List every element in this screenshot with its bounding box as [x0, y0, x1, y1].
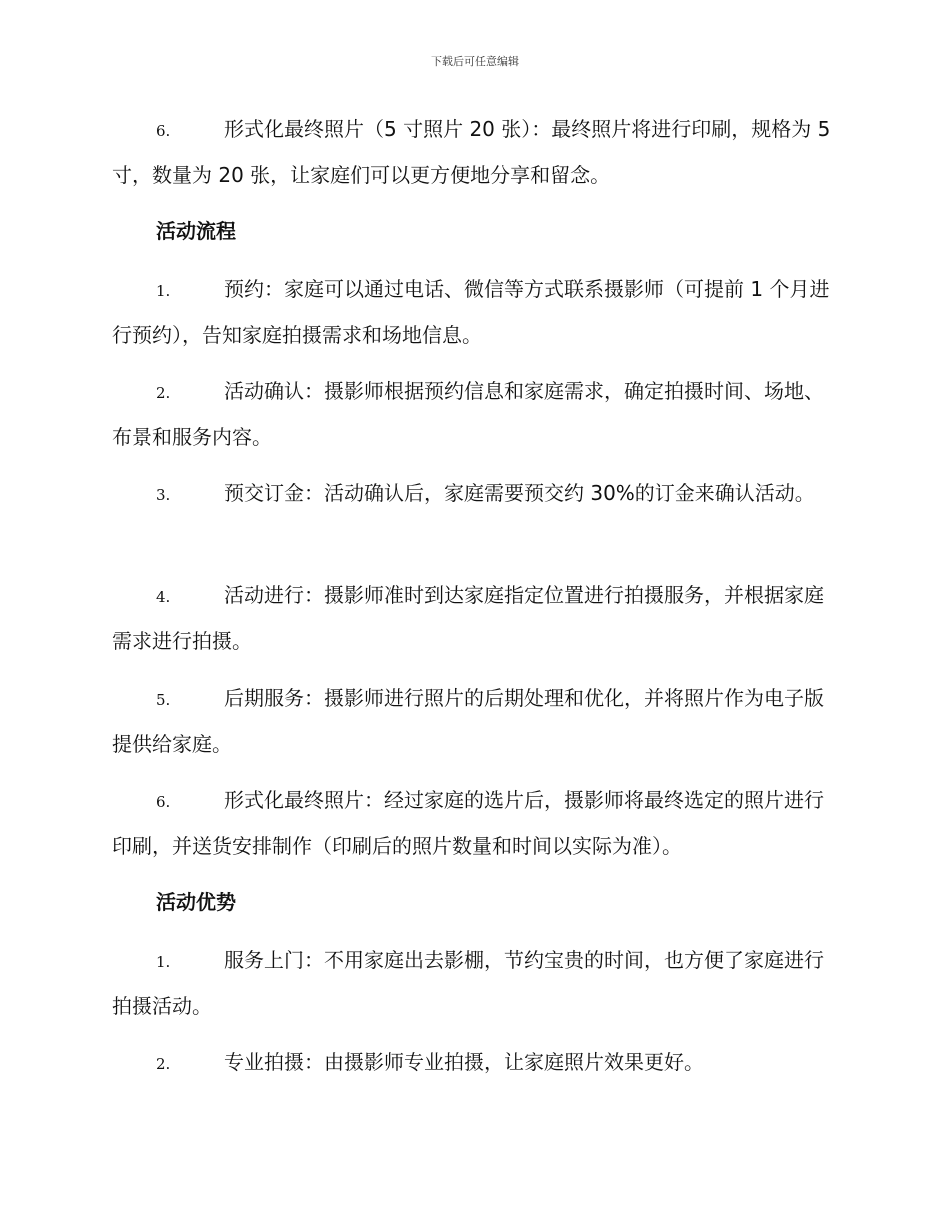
list-item-content [112, 1040, 842, 1086]
list-number: 1. [156, 282, 171, 300]
list-item-text: 形式化最终照片（5 寸照片 20 张）：最终照片将进行印刷，规格为 5 寸，数量为 20 张，让家庭们可以更方便地分享和留念。 [112, 117, 831, 187]
list-item-text: 形式化最终照片：经过家庭的选片后，摄影师将最终选定的照片进行印刷，并送货安排制作（印刷后的照片数量和时间以实际为准）。 [112, 788, 824, 858]
list-item-content [112, 267, 842, 357]
list-item [112, 471, 842, 517]
list-item-text: 活动进行：摄影师准时到达家庭指定位置进行拍摄服务，并根据家庭需求进行拍摄。 [112, 583, 824, 653]
list-item [112, 676, 842, 766]
list-item-content [112, 938, 842, 1028]
list-item-content [112, 676, 842, 766]
section-heading-process: 活动流程 [156, 219, 236, 243]
list-number: 6. [156, 793, 171, 811]
list-number: 6. [156, 122, 171, 140]
list-item-text: 活动确认：摄影师根据预约信息和家庭需求，确定拍摄时间、场地、布景和服务内容。 [112, 379, 824, 449]
list-item [112, 369, 842, 459]
list-item-content [112, 369, 842, 459]
list-item-text: 专业拍摄：由摄影师专业拍摄，让家庭照片效果更好。 [224, 1050, 704, 1074]
list-item-content [112, 778, 842, 868]
list-number: 5. [156, 691, 171, 709]
list-item [112, 573, 842, 663]
list-number: 4. [156, 588, 171, 606]
page-header: 下载后可任意编辑 [431, 55, 519, 68]
list-item-text: 预约：家庭可以通过电话、微信等方式联系摄影师（可提前 1 个月进行预约），告知家庭拍摄需求和场地信息。 [112, 277, 830, 347]
list-item-content [112, 107, 842, 197]
list-number: 1. [156, 953, 171, 971]
list-item [112, 107, 842, 197]
list-item [112, 778, 842, 868]
list-item [112, 1040, 842, 1086]
list-item [112, 938, 842, 1028]
list-item-text: 服务上门：不用家庭出去影棚，节约宝贵的时间，也方便了家庭进行拍摄活动。 [112, 948, 824, 1018]
list-item-text: 预交订金：活动确认后，家庭需要预交约 30%的订金来确认活动。 [224, 481, 815, 505]
list-number: 2. [156, 1055, 171, 1073]
list-item-text: 后期服务：摄影师进行照片的后期处理和优化，并将照片作为电子版提供给家庭。 [112, 686, 824, 756]
list-item [112, 267, 842, 357]
list-number: 2. [156, 384, 171, 402]
section-heading-advantages: 活动优势 [156, 890, 236, 914]
list-item-content [112, 573, 842, 663]
list-number: 3. [156, 486, 171, 504]
list-item-content [112, 471, 842, 517]
